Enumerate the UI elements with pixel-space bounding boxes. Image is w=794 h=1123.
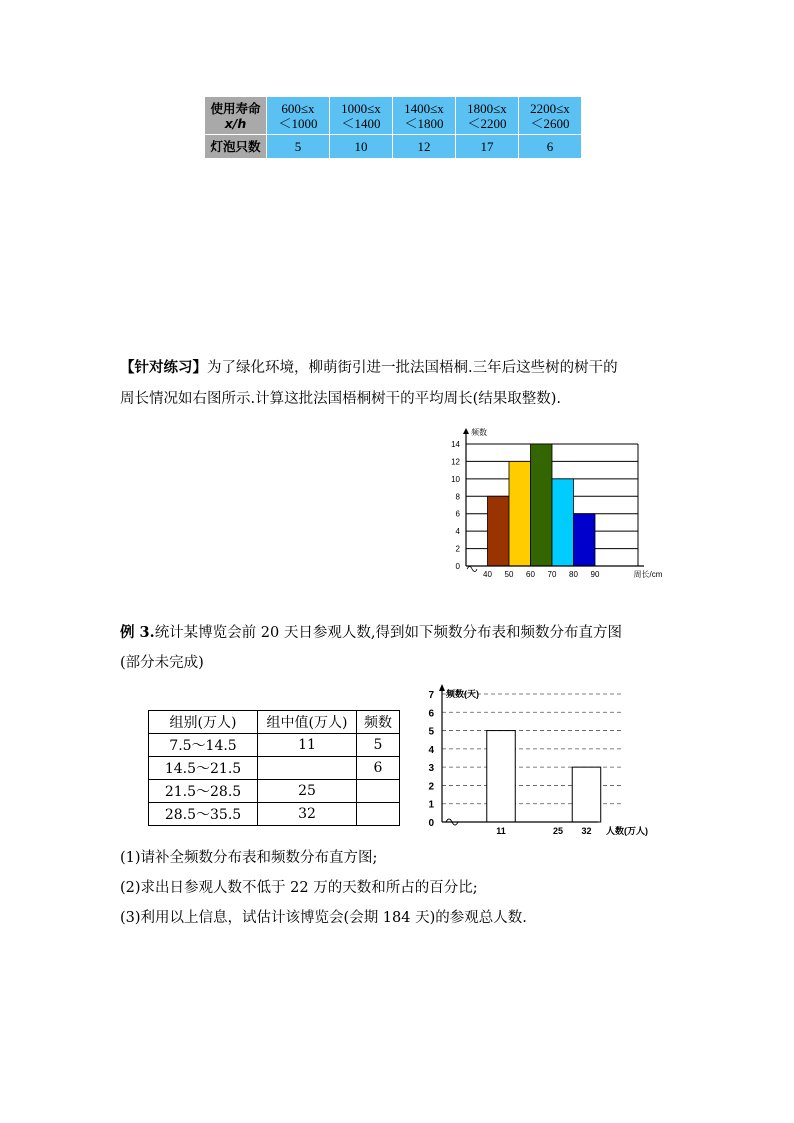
y-tick-label: 6 [455,509,460,519]
header-midpoint: 组中值(万人) [258,711,357,734]
histogram-bar [487,731,515,822]
y-tick-label: 10 [451,474,460,484]
y-tick-label: 1 [428,799,434,811]
cell-midpoint: 32 [258,803,357,826]
y-axis-arrow [463,428,469,434]
questions-list [120,847,690,929]
lifetime-header-line1: 使用寿命 [210,100,261,116]
cell-group: 21.5～28.5 [149,780,258,803]
tree-circumference-histogram [420,418,680,586]
histogram-bar [574,514,596,566]
visitor-histogram [418,682,658,838]
example3-line2: (部分未完成) [120,655,204,671]
x-axis-label: 人数(万人) [606,826,648,836]
cell-midpoint: 11 [258,734,357,757]
frequency-table [148,710,400,826]
practice-tag: 【针对练习】 [120,359,207,376]
cell-group: 14.5～21.5 [149,757,258,780]
histogram-bar [531,444,553,566]
y-axis-arrow [439,684,445,691]
table-row [149,803,400,826]
x-tick-label: 90 [590,570,600,579]
cell-midpoint [258,757,357,780]
x-tick-label: 40 [483,570,492,579]
x-tick-label: 11 [496,826,506,836]
y-tick-label: 5 [428,726,434,738]
x-axis-label: 周长/cm [633,570,663,579]
example3-label: 例 3. [120,624,155,641]
y-tick-label: 4 [455,527,460,537]
x-tick-label: 60 [526,570,535,579]
range-cell: 1400≤x ＜1800 [393,97,456,135]
y-tick-label: 2 [428,781,434,793]
range-cell: 600≤x ＜1000 [267,97,330,135]
y-axis-label: 频数 [471,428,487,437]
y-tick-label: 7 [428,690,434,701]
lifetime-header [205,97,267,135]
question-3: (3)利用以上信息，试估计该博览会(会期 184 天)的参观总人数. [120,910,527,926]
bulb-lifetime-table [204,96,582,159]
table-row [149,780,400,803]
question-2: (2)求出日参观人数不低于 22 万的天数和所占的百分比; [120,880,478,896]
x-tick-label: 25 [552,826,564,836]
cell-frequency: 5 [357,734,400,757]
example3-line1: 统计某博览会前 20 天日参观人数,得到如下频数分布表和频数分布直方图 [154,625,622,641]
count-cell: 5 [267,135,330,159]
count-cell: 6 [519,135,582,159]
y-tick-label: 3 [428,763,434,775]
header-group: 组别(万人) [149,711,258,734]
range-cell: 1800≤x ＜2200 [456,97,519,135]
practice-line1: 为了绿化环境，柳萌街引进一批法国梧桐.三年后这些树的树干的 [207,360,618,376]
range-cell: 1000≤x ＜1400 [330,97,393,135]
y-tick-label: 2 [455,544,460,554]
practice-line2: 周长情况如右图所示.计算这批法国梧桐树干的平均周长(结果取整数). [120,391,562,407]
example3-paragraph [120,622,690,674]
x-tick-label: 70 [547,570,557,579]
lifetime-header-line2: x/h [224,115,247,131]
table-header-row [149,711,400,734]
count-cell: 12 [393,135,456,159]
y-tick-label: 6 [428,708,434,720]
y-tick-label: 8 [455,492,460,502]
histogram-bar [509,461,531,566]
cell-midpoint: 25 [258,780,357,803]
cell-frequency [357,803,400,826]
range-cell: 2200≤x ＜2600 [519,97,582,135]
axis-break-mark [467,567,477,572]
histogram-bar [552,479,574,566]
histogram-bar [488,496,510,566]
cell-group: 28.5～35.5 [149,803,258,826]
count-cell: 17 [456,135,519,159]
y-tick-label: 14 [451,440,460,449]
histogram-bar [572,767,600,822]
x-tick-label: 80 [569,570,578,579]
x-tick-label: 32 [581,826,592,836]
y-tick-label: 0 [428,818,434,829]
practice-paragraph [120,357,680,410]
y-tick-label: 4 [428,744,434,756]
table-row [149,757,400,780]
count-cell: 10 [330,135,393,159]
header-frequency: 频数 [357,711,400,734]
cell-frequency: 6 [357,757,400,780]
y-axis-label: 频数(天) [446,689,479,699]
x-tick-label: 50 [504,570,514,579]
question-1: (1)请补全频数分布表和频数分布直方图; [120,850,378,866]
cell-frequency [357,780,400,803]
cell-group: 7.5～14.5 [149,734,258,757]
y-tick-label: 0 [455,562,460,571]
bulb-count-header: 灯泡只数 [205,135,267,159]
y-tick-label: 12 [451,457,460,467]
table-row [149,734,400,757]
